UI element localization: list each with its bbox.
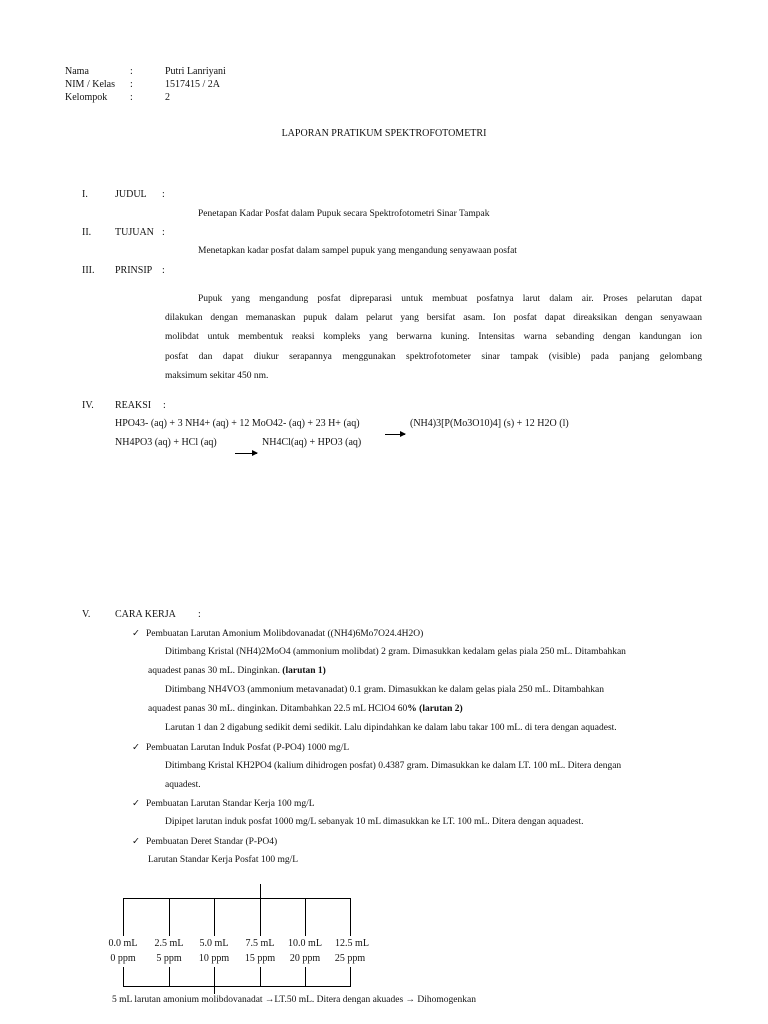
cara-kerja-number: V. <box>82 609 91 620</box>
step-4-title <box>132 836 277 847</box>
reaction-1-products: (NH4)3[P(Mo3O10)4] (s) + 12 H2O (l) <box>410 418 569 429</box>
ppm-label: 15 ppm <box>244 953 276 964</box>
volume-label: 7.5 mL <box>245 938 275 949</box>
larutan-2-label: % (larutan 2) <box>407 704 463 714</box>
checkmark-icon: ✓ <box>132 799 140 809</box>
larutan-1-label: (larutan 1) <box>282 666 326 676</box>
report-title: LAPORAN PRATIKUM SPEKTROFOTOMETRI <box>281 128 487 139</box>
diagram-branch <box>169 898 170 936</box>
diagram-branch <box>350 898 351 936</box>
reaction-2-arrow-icon <box>235 453 257 454</box>
step-4-line-1: Larutan Standar Kerja Posfat 100 mg/L <box>148 855 299 865</box>
step-2-title <box>132 742 349 753</box>
prinsip-line-5: maksimum sekitar 450 nm. <box>165 371 269 381</box>
ppm-label: 5 ppm <box>156 953 182 964</box>
prinsip-line-3: molibdat untuk membentuk reaksi kompleks yang berwarna kuning. Intensitas warna sebanding dengan kandungan ion <box>165 332 702 342</box>
diagram-branch <box>123 898 124 936</box>
step-1-line-5: Larutan 1 dan 2 digabung sedikit demi sedikit. Lalu dipindahkan ke dalam labu takar 100 mL. di tera dengan aquadest. <box>165 723 617 733</box>
diagram-drop <box>260 967 261 987</box>
diagram-footer-text: 5 mL larutan amonium molibdovanadat →LT.50 mL. Ditera dengan akuades → Dihomogenkan <box>112 995 476 1005</box>
diagram-branch <box>214 898 215 936</box>
step-3-line-1: Dipipet larutan induk posfat 1000 mg/L sebanyak 10 mL dimasukkan ke LT. 100 mL. Ditera dengan aquadest. <box>165 817 584 827</box>
step-4-title-text: Pembuatan Deret Standar (P-PO4) <box>146 837 278 847</box>
diagram-branch <box>260 898 261 936</box>
reaction-2-reactants: NH4PO3 (aq) + HCl (aq) <box>115 437 217 448</box>
prinsip-colon: : <box>162 265 165 276</box>
judul-number: I. <box>82 189 88 200</box>
step-1-line-4 <box>148 704 463 714</box>
checkmark-icon: ✓ <box>132 743 140 753</box>
nim-value: 1517415 / 2A <box>165 79 220 90</box>
kelompok-colon: : <box>130 92 133 103</box>
step-2-line-1: Ditimbang Kristal KH2PO4 (kalium dihidrogen posfat) 0.4387 gram. Dimasukkan ke dalam LT. 100 mL. Ditera dengan <box>165 761 622 771</box>
ppm-label: 10 ppm <box>198 953 230 964</box>
step-1-line-1: Ditimbang Kristal (NH4)2MoO4 (ammonium molibdat) 2 gram. Dimasukkan kedalam gelas piala 250 mL. Ditambahkan <box>165 647 626 657</box>
step-1-title-text: Pembuatan Larutan Amonium Molibdovanadat ((NH4)6Mo7O24.4H2O) <box>146 629 424 639</box>
diagram-drop <box>305 967 306 987</box>
step-1-line-2-text: aquadest panas 30 mL. Dinginkan. <box>148 666 283 676</box>
nim-colon: : <box>130 79 133 90</box>
nama-label: Nama <box>65 66 89 77</box>
step-1-title <box>132 628 423 639</box>
diagram-branch <box>305 898 306 936</box>
reaksi-number: IV. <box>82 400 94 411</box>
tujuan-number: II. <box>82 227 92 238</box>
nama-colon: : <box>130 66 133 77</box>
step-2-title-text: Pembuatan Larutan Induk Posfat (P-PO4) 1000 mg/L <box>146 743 350 753</box>
diagram-drop <box>214 967 215 987</box>
ppm-label: 25 ppm <box>334 953 366 964</box>
tujuan-colon: : <box>162 227 165 238</box>
volume-label: 0.0 mL <box>108 938 138 949</box>
kelompok-label: Kelompok <box>65 92 108 103</box>
nim-label: NIM / Kelas <box>65 79 115 90</box>
diagram-bottom-bar <box>123 986 351 987</box>
nama-value: Putri Lanriyani <box>165 66 226 77</box>
diagram-stem <box>260 884 261 899</box>
step-1-line-4-text: aquadest panas 30 mL. dinginkan. Ditambahkan 22.5 mL HClO4 60 <box>148 704 408 714</box>
prinsip-number: III. <box>82 265 95 276</box>
checkmark-icon: ✓ <box>132 629 140 639</box>
reaction-1-reactants: HPO43- (aq) + 3 NH4+ (aq) + 12 MoO42- (aq) + 23 H+ (aq) <box>115 418 360 429</box>
judul-heading: JUDUL <box>115 189 147 200</box>
judul-text: Penetapan Kadar Posfat dalam Pupuk secara Spektrofotometri Sinar Tampak <box>198 209 490 219</box>
reaksi-heading: REAKSI <box>115 400 152 411</box>
prinsip-heading: PRINSIP <box>115 265 153 276</box>
step-1-line-3: Ditimbang NH4VO3 (ammonium metavanadat) 0.1 gram. Dimasukkan ke dalam gelas piala 250 mL. Ditambahkan <box>165 685 604 695</box>
volume-label: 5.0 mL <box>199 938 229 949</box>
diagram-drop <box>123 967 124 987</box>
diagram-drop <box>169 967 170 987</box>
volume-label: 2.5 mL <box>154 938 184 949</box>
tujuan-heading: TUJUAN <box>115 227 154 238</box>
reaksi-colon: : <box>163 400 166 411</box>
step-2-line-2: aquadest. <box>165 780 201 790</box>
prinsip-line-1: Pupuk yang mengandung posfat dipreparasi untuk membuat posfatnya larut dalam air. Proses pelarutan dapat <box>198 294 702 304</box>
kelompok-value: 2 <box>165 92 170 103</box>
prinsip-line-2: dilakukan dengan memanaskan pupuk dalam pelarut yang bersifat asam. Ion posfat dapat direaksikan dengan senyawaan <box>165 313 702 323</box>
judul-colon: : <box>162 189 165 200</box>
reaction-2-products: NH4Cl(aq) + HPO3 (aq) <box>262 437 362 448</box>
step-3-title-text: Pembuatan Larutan Standar Kerja 100 mg/L <box>146 799 315 809</box>
diagram-bottom-stem <box>214 986 215 994</box>
step-3-title <box>132 798 315 809</box>
volume-label: 10.0 mL <box>288 938 322 949</box>
prinsip-line-4: posfat dan dapat diukur serapannya menggunakan spektrofotometer sinar tampak (visible) pada panjang gelombang <box>165 352 702 362</box>
ppm-label: 0 ppm <box>110 953 136 964</box>
tujuan-text: Menetapkan kadar posfat dalam sampel pupuk yang mengandung senyawaan posfat <box>198 246 517 256</box>
ppm-label: 20 ppm <box>289 953 321 964</box>
cara-kerja-heading: CARA KERJA <box>115 609 176 620</box>
diagram-drop <box>350 967 351 987</box>
reaction-1-arrow-icon <box>385 434 405 435</box>
cara-kerja-colon: : <box>198 609 201 620</box>
diagram-top-bar <box>123 898 350 899</box>
checkmark-icon: ✓ <box>132 837 140 847</box>
step-1-line-2 <box>148 666 326 676</box>
volume-label: 12.5 mL <box>335 938 369 949</box>
